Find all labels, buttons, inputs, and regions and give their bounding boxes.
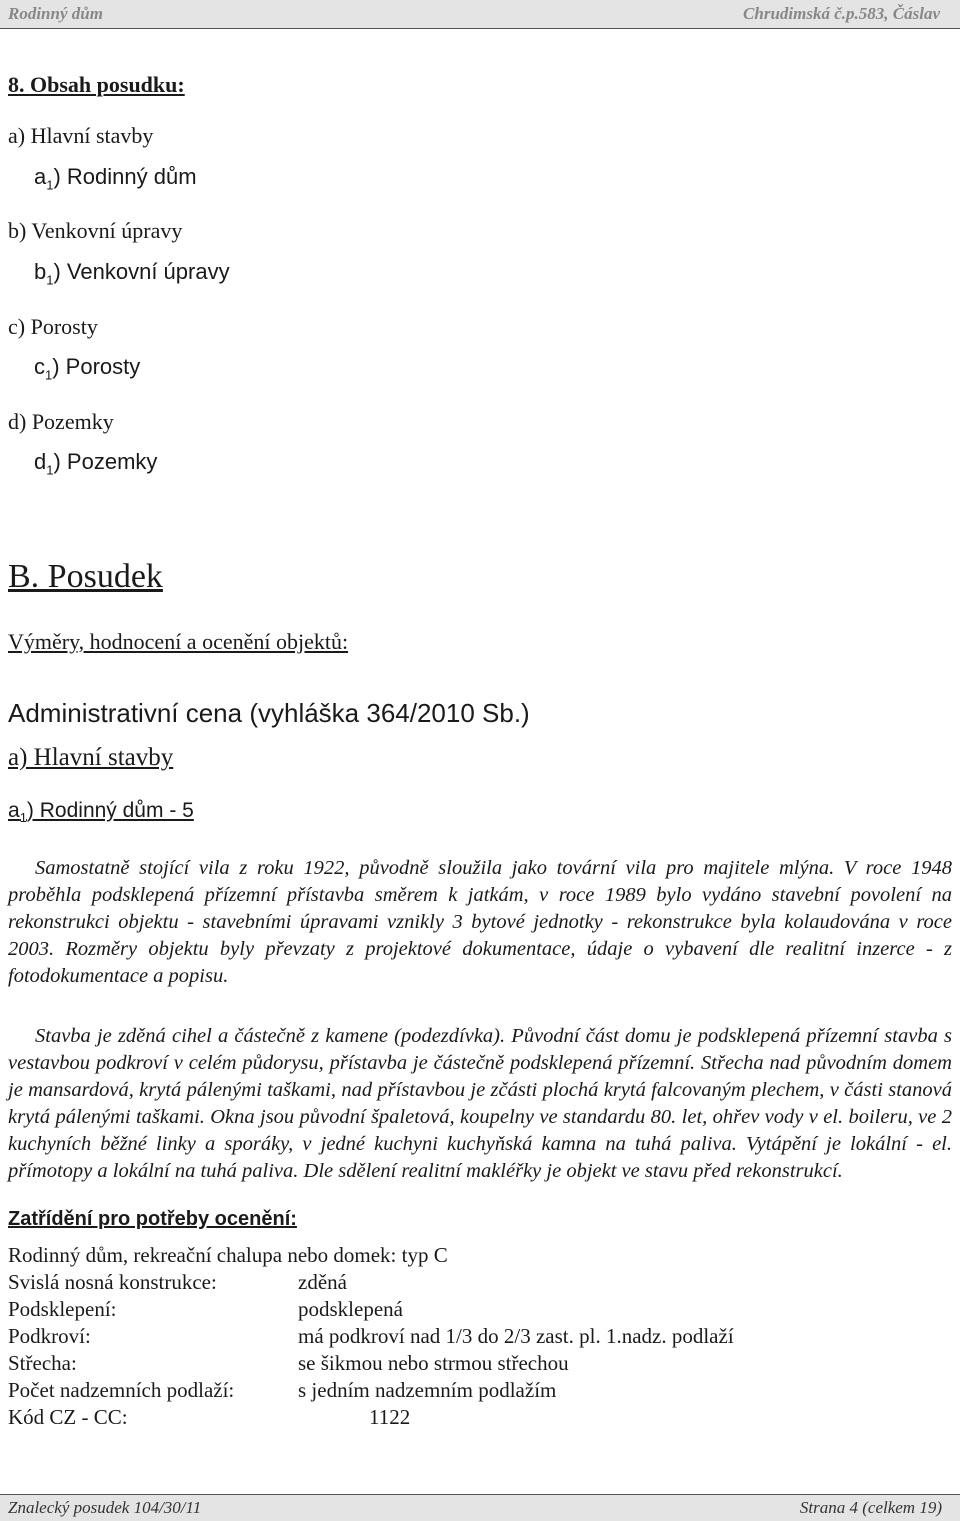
row-label-floors: Počet nadzemních podlaží:: [8, 1378, 235, 1402]
posudek-title: B. Posudek: [8, 558, 163, 595]
row-value-attic: má podkroví nad 1/3 do 2/3 zast. pl. 1.nadz. podlaží: [298, 1324, 734, 1348]
row-label-basement: Podsklepení:: [8, 1297, 117, 1321]
classification-type: Rodinný dům, rekreační chalupa nebo domek: typ C: [8, 1243, 448, 1267]
contents-item-d: d) Pozemky: [8, 409, 114, 434]
footer-right: Strana 4 (celkem 19): [799, 1498, 942, 1517]
contents-subitem-d1: $d_1$) Pozemky: [34, 449, 158, 478]
contents-item-c: c) Porosty: [8, 314, 98, 339]
contents-item-a: a) Hlavní stavby: [8, 123, 154, 148]
section-heading: a) Hlavní stavby: [8, 744, 174, 771]
page-header: [0, 0, 960, 29]
contents-title: 8. Obsah posudku:: [8, 72, 185, 97]
row-label-structure: Svislá nosná konstrukce:: [8, 1270, 217, 1294]
header-right: Chrudimská č.p.583, Čáslav: [743, 4, 940, 23]
posudek-subtitle: Výměry, hodnocení a ocenění objektů:: [8, 629, 349, 654]
row-value-floors: s jedním nadzemním podlažím: [298, 1378, 557, 1402]
footer-left: Znalecký posudek 104/30/11: [8, 1498, 202, 1517]
contents-subitem-a1: $a_1$) Rodinný dům: [34, 164, 197, 193]
row-value-roof: se šikmou nebo strmou střechou: [298, 1351, 569, 1375]
description-paragraph-1: Samostatně stojící vila z roku 1922, původně sloužila jako tovární vila pro majitele mlýna. V roce 1948 proběhla podsklepená přízemní přístavba směrem k jatkám, v roce 1989 bylo vydáno stavební povolení na rekonstrukci objektu - stavebními úpravami vznikly 3 bytové jednotky - rekonstrukce byla kolaudována v roce 2003. Rozměry objektu byly převzaty z projektové dokumentace, údaje o vybavení dle realitní inzerce - z fotodokumentace a popisu.: [8, 857, 952, 987]
row-value-structure: zděná: [298, 1270, 347, 1294]
description-paragraph-2: Stavba je zděná cihel a částečně z kamene (podezdívka). Původní část domu je podsklepená přízemní stavba s vestavbou podkroví v celém půdorysu, přístavba je částečně podsklepená přízemní. Střecha nad původním domem je mansardová, krytá pálenými taškami, nad přístavbou je zčásti plochá krytá falcovaným plechem, v části stanová krytá pálenými taškami. Okna jsou původní špaletová, koupelny ve standardu 80. let, ohřev vody v el. boileru, ve 2 kuchyních běžné linky a sporáky, v jedné kuchyni kuchyňská kamna na tuhá paliva. Vytápění je lokální - el. přímotopy a lokální na tuhá paliva. Dle sdělení realitní makléřky je objekt ve stavu před rekonstrukcí.: [8, 1025, 952, 1182]
pricing-title: Administrativní cena (vyhláška 364/2010 Sb.): [8, 698, 530, 728]
contents-subitem-c1: $c_1$) Porosty: [34, 354, 141, 383]
row-label-attic: Podkroví:: [8, 1324, 91, 1348]
contents-subitem-b1: $b_1$) Venkovní úpravy: [34, 259, 230, 288]
row-value-basement: podsklepená: [298, 1297, 403, 1321]
object-heading: $a_1$) Rodinný dům - 5: [8, 799, 194, 826]
classification-title: Zatřídění pro potřeby ocenění:: [8, 1208, 297, 1230]
code-value: 1122: [369, 1405, 411, 1429]
row-label-roof: Střecha:: [8, 1351, 77, 1375]
header-left: Rodinný dům: [8, 4, 103, 23]
contents-item-b: b) Venkovní úpravy: [8, 218, 183, 243]
page-footer: [0, 1494, 960, 1521]
code-label: Kód CZ - CC:: [8, 1405, 128, 1429]
